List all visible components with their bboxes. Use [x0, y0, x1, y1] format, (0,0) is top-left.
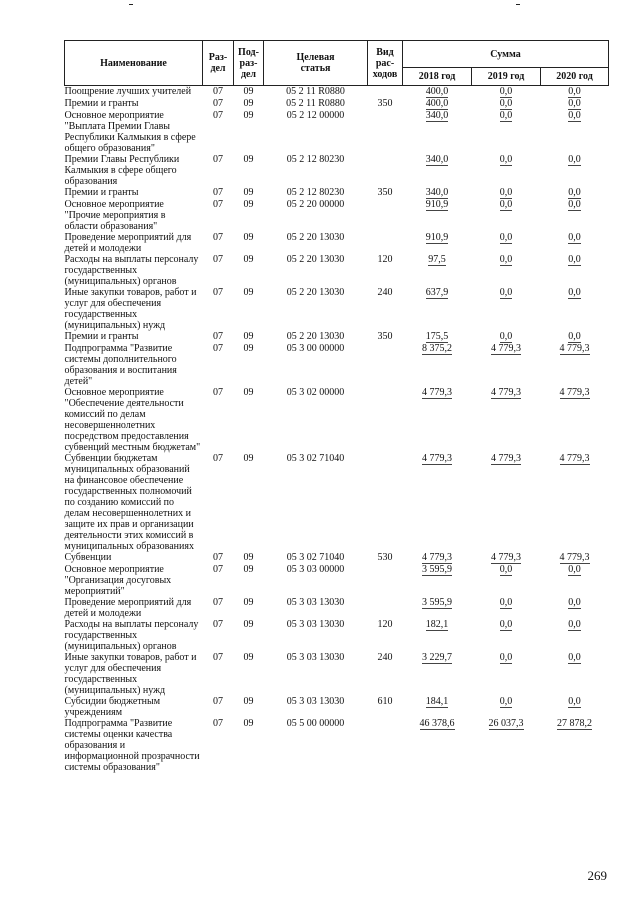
row-vid: 120 [377, 254, 393, 265]
row-2020 [541, 154, 609, 187]
row-podrazdel: 09 [243, 331, 254, 342]
page-number: 269 [587, 868, 607, 883]
row-2019-value: 0,0 [499, 86, 513, 97]
row-name: Премии и гранты [64, 187, 139, 198]
table-row [65, 718, 609, 773]
row-2019-value: 0,0 [499, 154, 513, 165]
table-row [65, 387, 609, 453]
row-2020-value: 4 779,3 [559, 453, 590, 464]
header-razdel: Раз- дел [203, 41, 234, 86]
row-2018-value: 182,1 [425, 619, 449, 630]
row-name: Подпрограмма "Развитие системы оценки качества образования и информационной прозрачности системы образования" [64, 718, 200, 773]
row-2019 [472, 199, 541, 232]
row-target: 05 2 20 13030 [286, 287, 345, 298]
row-2019 [472, 187, 541, 199]
row-2019 [472, 110, 541, 154]
row-2020-value: 0,0 [568, 564, 581, 575]
row-podrazdel: 09 [243, 453, 254, 464]
row-podrazdel: 09 [243, 597, 254, 608]
row-vid: 350 [377, 187, 393, 198]
row-2019-value: 0,0 [499, 110, 513, 121]
row-2018 [403, 718, 472, 773]
row-name: Субсидии бюджетным учреждениям [64, 696, 161, 718]
row-target: 05 3 03 13030 [286, 597, 345, 608]
row-name: Проведение мероприятий для детей и молодежи [64, 597, 192, 619]
row-2018-value: 97,5 [428, 254, 446, 265]
row-target: 05 3 03 13030 [286, 696, 345, 707]
table-body [65, 86, 609, 774]
row-2018 [403, 652, 472, 696]
row-2018 [403, 232, 472, 254]
row-target: 05 3 02 71040 [286, 552, 345, 563]
row-2019 [472, 331, 541, 343]
row-2018 [403, 564, 472, 597]
row-vid: 350 [377, 331, 393, 342]
row-podrazdel: 09 [243, 110, 254, 121]
row-name: Расходы на выплаты персоналу государственных (муниципальных) органов [64, 619, 199, 652]
row-2019-value: 0,0 [499, 254, 513, 265]
row-razdel: 07 [213, 287, 223, 298]
row-razdel: 07 [213, 652, 223, 663]
row-2020 [541, 287, 609, 331]
table-row [65, 232, 609, 254]
row-2019-value: 0,0 [499, 98, 513, 109]
table-row [65, 98, 609, 110]
row-2018-value: 184,1 [425, 696, 449, 707]
row-2018 [403, 254, 472, 287]
row-razdel: 07 [213, 387, 223, 398]
row-2019-value: 0,0 [499, 564, 513, 575]
row-target: 05 2 12 80230 [286, 187, 345, 198]
table-row [65, 199, 609, 232]
top-mark-right [516, 4, 520, 5]
row-2019-value: 0,0 [499, 199, 513, 210]
row-2020-value: 27 878,2 [557, 718, 592, 729]
row-2020 [541, 718, 609, 773]
row-razdel: 07 [213, 718, 223, 729]
row-target: 05 5 00 00000 [286, 718, 345, 729]
row-2020 [541, 86, 609, 99]
row-2020-value: 0,0 [568, 331, 581, 342]
row-2019-value: 0,0 [499, 696, 513, 707]
row-podrazdel: 09 [243, 86, 254, 97]
row-podrazdel: 09 [243, 619, 254, 630]
row-2020 [541, 619, 609, 652]
row-podrazdel: 09 [243, 232, 254, 243]
row-2020-value: 0,0 [568, 199, 581, 210]
row-name: Основное мероприятие "Выплата Премии Главы Республики Калмыкия в сфере общего образования" [64, 110, 196, 154]
row-2020 [541, 232, 609, 254]
row-2018 [403, 110, 472, 154]
row-2018-value: 4 779,3 [422, 453, 452, 464]
row-2020-value: 0,0 [568, 154, 581, 165]
table-row [65, 343, 609, 387]
row-2019 [472, 86, 541, 99]
row-razdel: 07 [213, 619, 223, 630]
row-2019 [472, 232, 541, 254]
row-2020-value: 4 779,3 [559, 552, 590, 563]
header-podrazdel: Под- раз- дел [234, 41, 264, 86]
row-2019 [472, 343, 541, 387]
row-2018 [403, 453, 472, 552]
row-target: 05 2 20 00000 [286, 199, 345, 210]
row-2019 [472, 98, 541, 110]
row-target: 05 3 02 00000 [286, 387, 345, 398]
row-2018-value: 46 378,6 [419, 718, 455, 729]
row-2018 [403, 331, 472, 343]
row-target: 05 2 12 00000 [286, 110, 345, 121]
table-row [65, 652, 609, 696]
row-2018-value: 3 595,9 [422, 564, 452, 575]
row-2018 [403, 597, 472, 619]
table-row [65, 86, 609, 99]
row-2019-value: 0,0 [499, 331, 513, 342]
row-2018-value: 340,0 [425, 154, 449, 165]
row-2020 [541, 110, 609, 154]
row-podrazdel: 09 [243, 552, 254, 563]
row-2020 [541, 254, 609, 287]
row-2018 [403, 343, 472, 387]
row-podrazdel: 09 [243, 187, 254, 198]
row-name: Субвенции [64, 552, 112, 563]
row-name: Расходы на выплаты персоналу государственных (муниципальных) органов [64, 254, 199, 287]
row-2018 [403, 287, 472, 331]
row-vid [368, 154, 403, 187]
row-podrazdel: 09 [243, 343, 254, 354]
row-2019-value: 0,0 [499, 652, 513, 663]
row-2020 [541, 552, 609, 564]
row-vid: 240 [377, 652, 393, 663]
row-2020-value: 0,0 [568, 652, 581, 663]
row-name: Субвенции бюджетам муниципальных образований на финансовое обеспечение государственных полномочий по созданию комиссий по делам несовершеннолетних и защите их прав и организации деятельности этих комиссий в муниципальных образованиях [64, 453, 194, 552]
row-vid [368, 343, 403, 387]
row-2018 [403, 552, 472, 564]
row-2020-value: 0,0 [568, 287, 581, 298]
budget-table [64, 40, 609, 773]
row-2019 [472, 619, 541, 652]
row-2020 [541, 564, 609, 597]
row-2019-value: 26 037,3 [488, 718, 524, 729]
row-2020 [541, 343, 609, 387]
row-razdel: 07 [213, 331, 223, 342]
row-vid: 610 [377, 696, 393, 707]
row-podrazdel: 09 [243, 154, 254, 165]
row-2018 [403, 86, 472, 99]
table-header [65, 41, 609, 86]
row-name: Основное мероприятие "Организация досуговых мероприятий" [64, 564, 172, 597]
row-2019-value: 0,0 [499, 597, 513, 608]
row-name: Иные закупки товаров, работ и услуг для обеспечения государственных (муниципальных) нужд [64, 287, 197, 331]
row-razdel: 07 [213, 98, 223, 109]
row-target: 05 3 03 00000 [286, 564, 345, 575]
row-razdel: 07 [213, 110, 223, 121]
row-2019-value: 0,0 [499, 187, 513, 198]
row-2019-value: 0,0 [499, 232, 513, 243]
header-year-2020: 2020 год [541, 68, 609, 86]
table-row [65, 254, 609, 287]
row-2019 [472, 287, 541, 331]
row-2019 [472, 453, 541, 552]
row-razdel: 07 [213, 154, 223, 165]
row-name: Иные закупки товаров, работ и услуг для обеспечения государственных (муниципальных) нужд [64, 652, 197, 696]
row-target: 05 2 20 13030 [286, 232, 345, 243]
row-2018-value: 340,0 [425, 110, 449, 121]
top-mark-left [129, 4, 133, 5]
row-target: 05 3 03 13030 [286, 652, 345, 663]
row-2020 [541, 98, 609, 110]
row-2019 [472, 564, 541, 597]
row-vid [368, 718, 403, 773]
row-2020-value: 0,0 [568, 187, 581, 198]
row-name: Премии и гранты [64, 98, 139, 109]
row-2018 [403, 387, 472, 453]
row-2018 [403, 98, 472, 110]
row-2019 [472, 597, 541, 619]
row-vid [368, 232, 403, 254]
row-2019-value: 0,0 [499, 287, 513, 298]
header-year-2018: 2018 год [403, 68, 472, 86]
row-name: Основное мероприятие "Обеспечение деятельности комиссий по делам несовершеннолетних посредством предоставления субвенций местным бюджетам" [64, 387, 201, 453]
row-2018-value: 637,9 [425, 287, 449, 298]
row-2020-value: 0,0 [568, 597, 581, 608]
row-vid [368, 597, 403, 619]
row-razdel: 07 [213, 187, 223, 198]
row-vid [368, 453, 403, 552]
row-target: 05 3 03 13030 [286, 619, 345, 630]
header-target: Целевая статья [264, 41, 368, 86]
row-2018-value: 3 595,9 [422, 597, 452, 608]
row-2018-value: 400,0 [425, 98, 449, 109]
row-name: Основное мероприятие "Прочие мероприятия в области образования" [64, 199, 166, 232]
row-2018-value: 910,9 [425, 199, 449, 210]
row-2019-value: 4 779,3 [491, 387, 521, 398]
row-2018 [403, 619, 472, 652]
row-razdel: 07 [213, 86, 223, 97]
table-row [65, 154, 609, 187]
row-2018 [403, 696, 472, 718]
table-row [65, 287, 609, 331]
row-target: 05 2 11 R0880 [286, 86, 345, 97]
table-row [65, 331, 609, 343]
row-2018-value: 910,9 [425, 232, 449, 243]
row-2020-value: 0,0 [568, 86, 581, 97]
row-2020-value: 4 779,3 [559, 387, 590, 398]
row-razdel: 07 [213, 552, 223, 563]
row-2019-value: 4 779,3 [491, 453, 521, 464]
row-2020 [541, 187, 609, 199]
row-2018-value: 340,0 [425, 187, 449, 198]
row-2020 [541, 387, 609, 453]
row-target: 05 2 20 13030 [286, 331, 345, 342]
row-2020 [541, 652, 609, 696]
row-razdel: 07 [213, 696, 223, 707]
row-razdel: 07 [213, 564, 223, 575]
row-razdel: 07 [213, 232, 223, 243]
row-podrazdel: 09 [243, 199, 254, 210]
row-2019-value: 0,0 [499, 619, 513, 630]
row-2018 [403, 154, 472, 187]
row-2018-value: 400,0 [425, 86, 449, 97]
row-vid: 120 [377, 619, 393, 630]
row-vid [368, 110, 403, 154]
header-vid: Вид рас- ходов [368, 41, 403, 86]
row-podrazdel: 09 [243, 652, 254, 663]
table-row [65, 552, 609, 564]
table-row [65, 597, 609, 619]
row-2020-value: 0,0 [568, 232, 581, 243]
row-2020 [541, 199, 609, 232]
row-podrazdel: 09 [243, 287, 254, 298]
row-vid [368, 199, 403, 232]
row-vid [368, 86, 403, 99]
row-2020 [541, 696, 609, 718]
table-row [65, 696, 609, 718]
row-2018-value: 175,5 [425, 331, 449, 342]
row-2020-value: 0,0 [568, 98, 581, 109]
row-2020-value: 0,0 [568, 110, 581, 121]
row-2019 [472, 387, 541, 453]
row-vid [368, 387, 403, 453]
row-name: Премии Главы Республики Калмыкия в сфере общего образования [64, 154, 180, 187]
row-name: Проведение мероприятий для детей и молодежи [64, 232, 192, 254]
row-2020-value: 0,0 [568, 254, 581, 265]
row-razdel: 07 [213, 199, 223, 210]
row-2019 [472, 652, 541, 696]
row-name: Подпрограмма "Развитие системы дополнительного образования и воспитания детей" [64, 343, 177, 387]
header-year-2019: 2019 год [472, 68, 541, 86]
row-2018 [403, 187, 472, 199]
row-podrazdel: 09 [243, 564, 254, 575]
row-2020 [541, 597, 609, 619]
row-2020-value: 0,0 [568, 619, 581, 630]
row-vid: 530 [377, 552, 393, 563]
row-2019 [472, 552, 541, 564]
row-razdel: 07 [213, 343, 223, 354]
table-row [65, 619, 609, 652]
row-name: Премии и гранты [64, 331, 139, 342]
table-row [65, 453, 609, 552]
row-podrazdel: 09 [243, 387, 254, 398]
row-2020 [541, 331, 609, 343]
row-target: 05 2 20 13030 [286, 254, 345, 265]
row-vid: 240 [377, 287, 393, 298]
row-2020-value: 4 779,3 [559, 343, 590, 354]
row-target: 05 2 12 80230 [286, 154, 345, 165]
row-2019-value: 4 779,3 [491, 552, 521, 563]
row-2020 [541, 453, 609, 552]
row-podrazdel: 09 [243, 98, 254, 109]
row-2018-value: 4 779,3 [422, 387, 452, 398]
table-row [65, 187, 609, 199]
row-target: 05 2 11 R0880 [286, 98, 345, 109]
table-row [65, 564, 609, 597]
row-target: 05 3 02 71040 [286, 453, 345, 464]
table-row [65, 110, 609, 154]
row-2019 [472, 696, 541, 718]
header-sum: Сумма [403, 41, 609, 68]
row-2018-value: 3 229,7 [422, 652, 452, 663]
row-2018-value: 4 779,3 [422, 552, 452, 563]
row-razdel: 07 [213, 597, 223, 608]
row-podrazdel: 09 [243, 254, 254, 265]
row-name: Поощрение лучших учителей [64, 86, 192, 97]
row-vid [368, 564, 403, 597]
row-2019-value: 4 779,3 [491, 343, 521, 354]
row-podrazdel: 09 [243, 696, 254, 707]
row-2020-value: 0,0 [568, 696, 581, 707]
row-2018 [403, 199, 472, 232]
header-name: Наименование [65, 41, 203, 86]
row-podrazdel: 09 [243, 718, 254, 729]
row-razdel: 07 [213, 254, 223, 265]
row-target: 05 3 00 00000 [286, 343, 345, 354]
row-2019 [472, 254, 541, 287]
row-2019 [472, 154, 541, 187]
row-2019 [472, 718, 541, 773]
row-2018-value: 8 375,2 [422, 343, 452, 354]
row-vid: 350 [377, 98, 393, 109]
row-razdel: 07 [213, 453, 223, 464]
